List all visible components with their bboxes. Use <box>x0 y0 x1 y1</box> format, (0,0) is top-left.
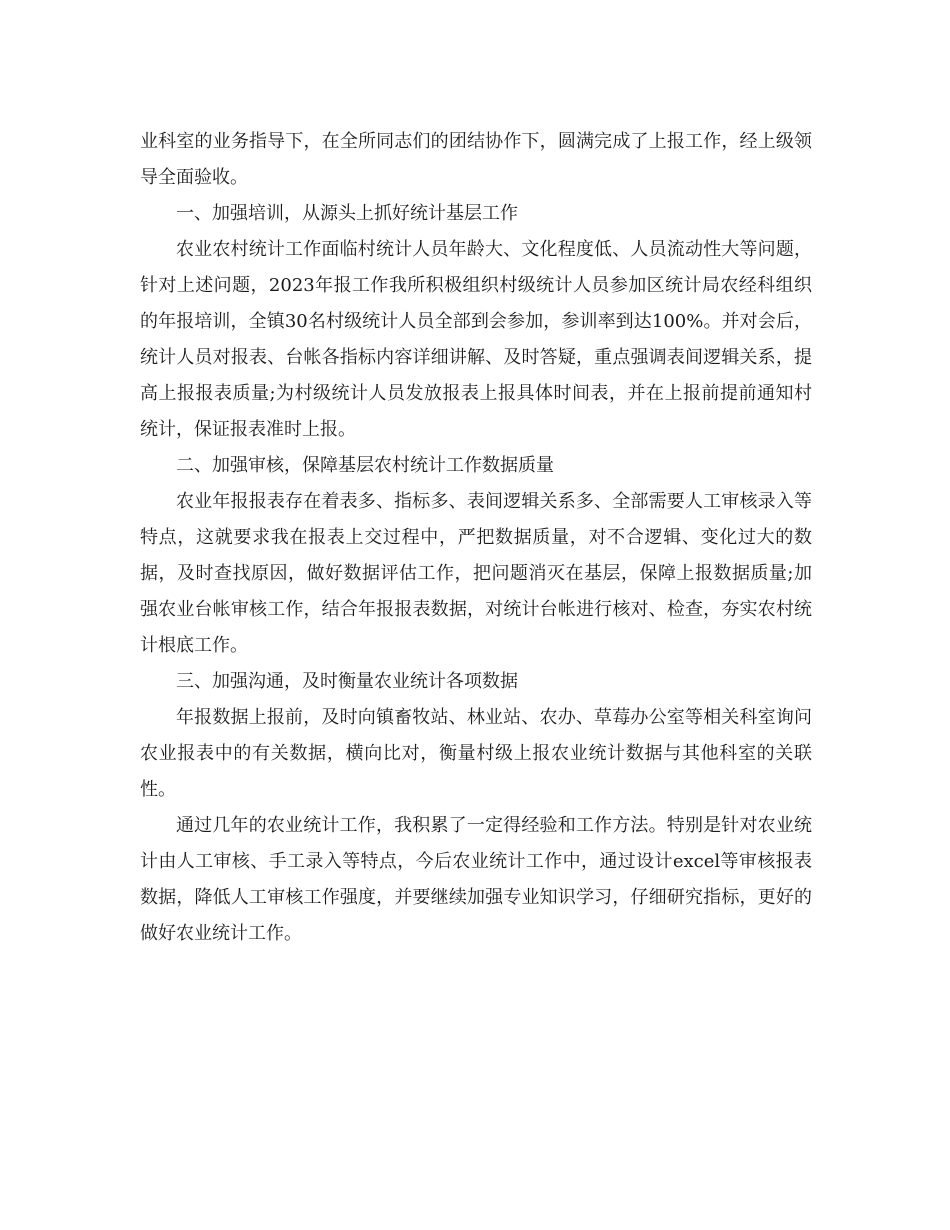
section-heading-review: 二、加强审核，保障基层农村统计工作数据质量 <box>176 455 554 476</box>
paragraph-conclusion: 通过几年的农业统计工作，我积累了一定得经验和工作方法。特别是针对农业统计由人工审核、手工录入等特点，今后农业统计工作中，通过设计excel等审核报表数据，降低人工审核工作强度，并要继续加强专业知识学习，仔细研究指标，更好的做好农业统计工作。 <box>140 815 812 944</box>
paragraph-review: 农业年报报表存在着表多、指标多、表间逻辑关系多、全部需要人工审核录入等特点，这就要求我在报表上交过程中，严把数据质量，对不合逻辑、变化过大的数据，及时查找原因，做好数据评估工作，把问题消灭在基层，保障上报数据质量;加强农业台帐审核工作，结合年报报表数据，对统计台帐进行核对、检查，夯实农村统计根底工作。 <box>140 491 812 656</box>
document-body <box>140 124 812 952</box>
paragraph-continuation: 业科室的业务指导下，在全所同志们的团结协作下，圆满完成了上报工作，经上级领导全面验收。 <box>140 131 812 188</box>
paragraph-training: 农业农村统计工作面临村统计人员年龄大、文化程度低、人员流动性大等问题，针对上述问题，2023年报工作我所积极组织村级统计人员参加区统计局农经科组织的年报培训，全镇30名村级统计人员全部到会参加，参训率到达100%。并对会后，统计人员对报表、台帐各指标内容详细讲解、及时答疑，重点强调表间逻辑关系，提高上报报表质量;为村级统计人员发放报表上报具体时间表，并在上报前提前通知村统计，保证报表准时上报。 <box>140 239 812 440</box>
section-heading-training: 一、加强培训，从源头上抓好统计基层工作 <box>176 203 518 224</box>
paragraph-communication: 年报数据上报前，及时向镇畜牧站、林业站、农办、草莓办公室等相关科室询问农业报表中的有关数据，横向比对，衡量村级上报农业统计数据与其他科室的关联性。 <box>140 707 812 800</box>
section-heading-communication: 三、加强沟通，及时衡量农业统计各项数据 <box>176 671 518 692</box>
